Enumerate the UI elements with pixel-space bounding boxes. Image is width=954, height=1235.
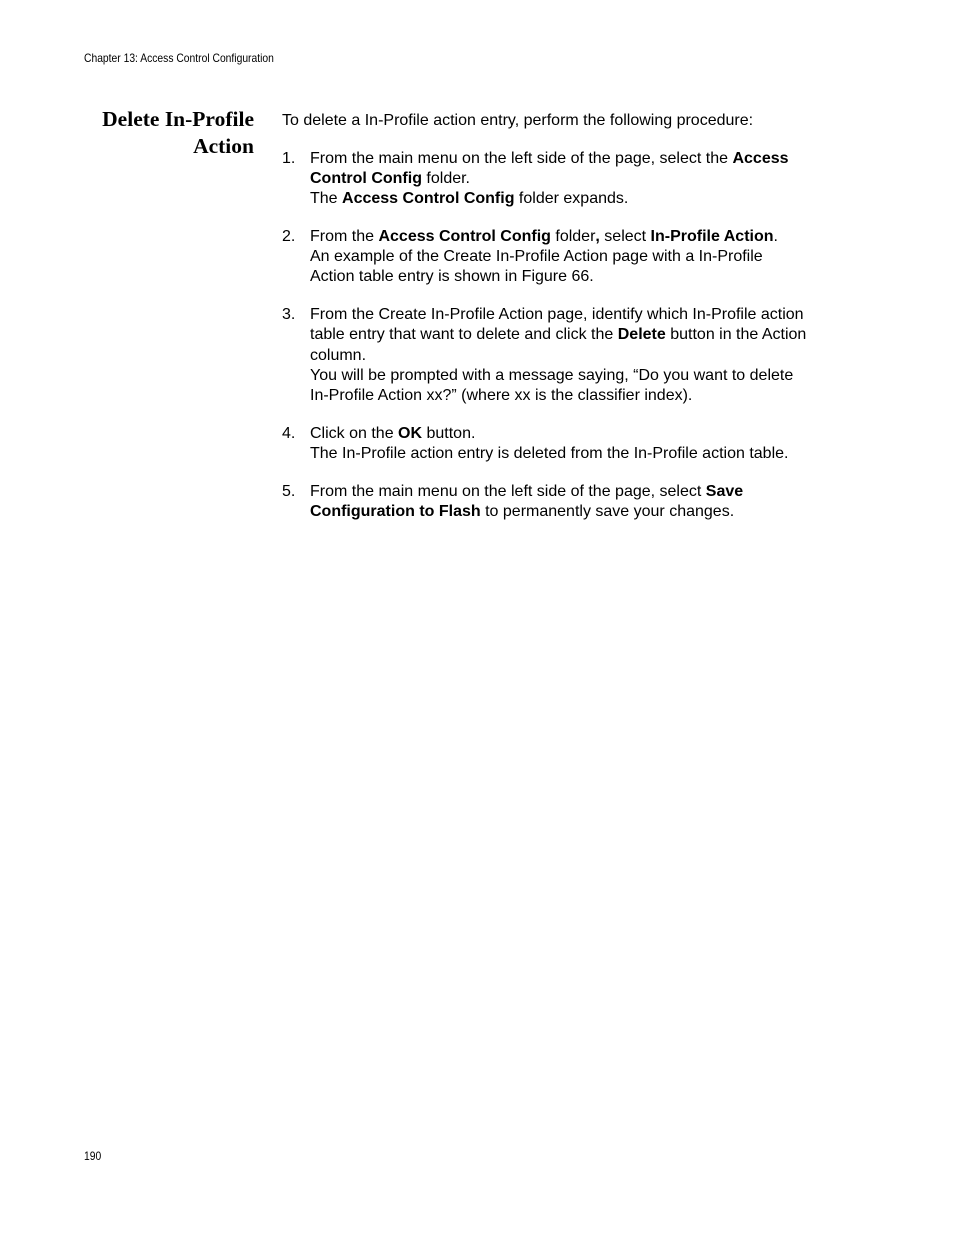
step-instruction [310,227,842,247]
step-1 [282,149,842,210]
step-number: 3. [282,306,296,324]
step-number: 4. [282,424,296,442]
step-result: An example of the Create In-Profile Action page with a In-Profile [310,248,763,266]
ui-term: Control Config [310,170,422,187]
section-title-line1: Delete In-Profile [102,107,254,131]
ui-term: Access Control Config [378,228,551,245]
text: From the main menu on the left side of the page, select [310,482,706,500]
section-title [102,106,254,160]
step-result: The In-Profile action entry is deleted from the In-Profile action table. [310,445,789,463]
text: to permanently save your changes. [480,503,735,521]
running-header: Chapter 13: Access Control Configuration [84,51,274,65]
text: folder [550,228,596,245]
procedure-body [282,111,842,540]
text: From the [310,228,379,245]
text: From the main menu on the left side of the page, select the [310,149,733,167]
intro-paragraph: To delete a In-Profile action entry, perform the following procedure: [282,112,754,129]
text: folder expands. [514,190,629,208]
step-instruction: From the Create In-Profile Action page, identify which In-Profile action [310,306,804,324]
text: table entry that want to delete and click the [310,326,618,344]
text: , [595,228,600,245]
text: select [599,228,651,245]
step-result [310,189,842,209]
ui-term: Access [732,149,789,167]
step-result-cont: In-Profile Action xx?” (where xx is the classifier index). [310,387,693,405]
text: The [310,190,343,208]
step-instruction-cont [310,169,842,189]
step-number: 5. [282,482,296,500]
ui-term: OK [398,424,423,442]
step-instruction-cont [310,502,842,522]
step-instruction [310,149,842,169]
step-5 [282,482,842,522]
step-result-cont: Action table entry is shown in Figure 66. [310,268,594,286]
text: button in the Action [665,326,807,344]
section-title-line2: Action [193,134,254,158]
ui-term: Delete [617,326,666,344]
text: . [773,228,778,245]
step-3 [282,305,842,406]
text: button. [422,424,476,442]
step-number: 1. [282,149,296,167]
step-number: 2. [282,228,296,245]
step-instruction-cont: column. [310,346,367,364]
page-number: 190 [84,1149,102,1163]
step-instruction-cont [310,325,842,345]
ui-term: In-Profile Action [650,228,774,245]
ui-term: Save [705,482,744,500]
step-instruction [310,424,842,444]
ui-term: Access Control Config [342,190,515,208]
step-result: You will be prompted with a message saying, “Do you want to delete [310,366,794,384]
ui-term: Configuration to Flash [310,503,481,521]
procedure-steps [282,149,842,522]
text: Click on the [310,424,399,442]
step-2 [282,227,842,288]
step-4 [282,424,842,464]
step-instruction [310,482,842,502]
text: folder. [421,170,470,187]
